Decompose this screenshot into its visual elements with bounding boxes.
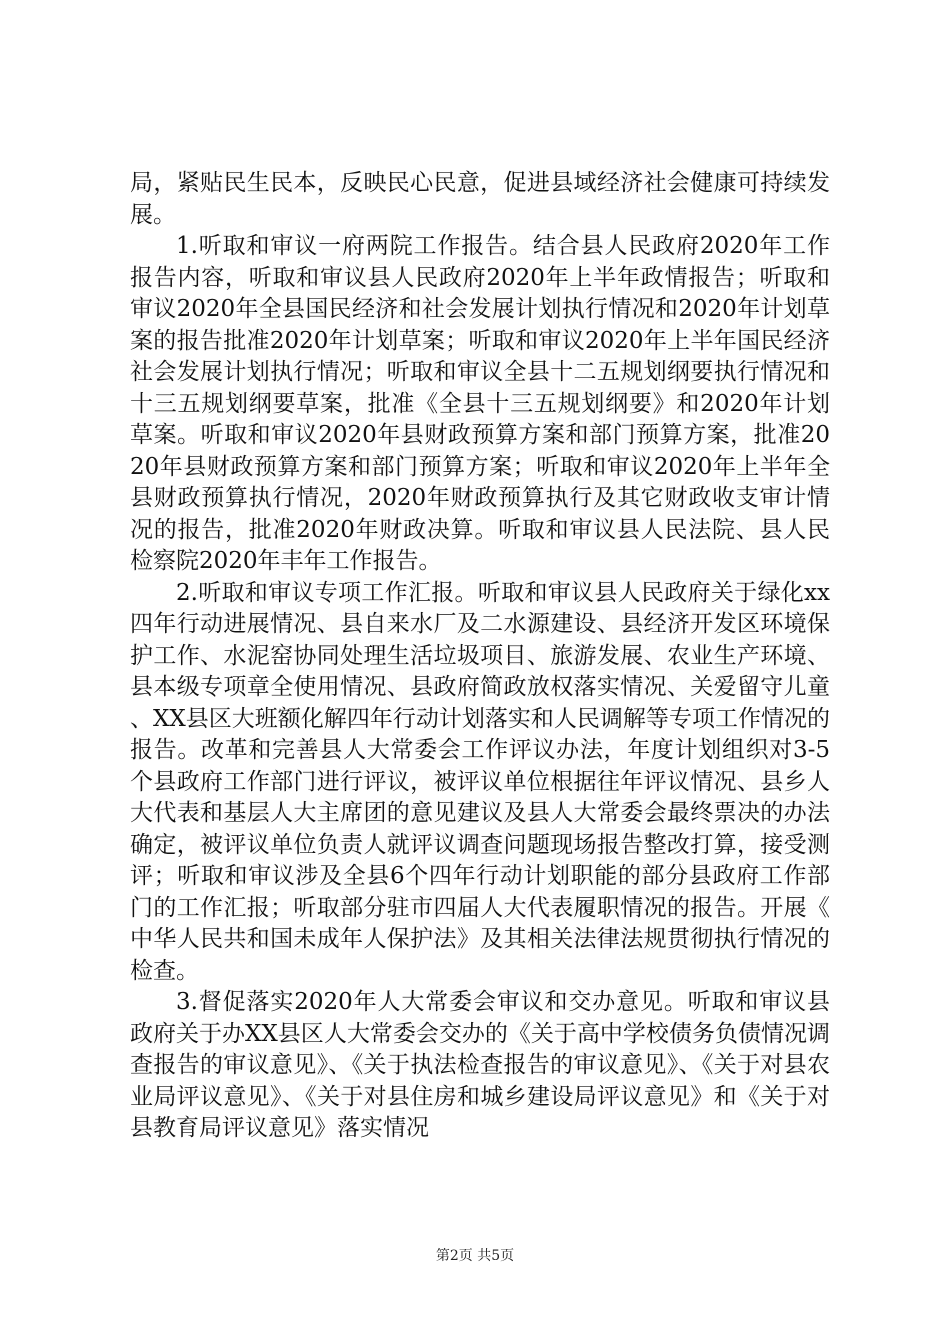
paragraph-item-1: 1.听取和审议一府两院工作报告。结合县人民政府2020年工作报告内容，听取和审议县人民政府2020年上半年政情报告；听取和审议2020年全县国民经济和社会发展计划执行情况和2020年计划草案的报告批准2020年计划草案；听取和审议2020年上半年国民经济社会发展计划执行情况；听取和审议全县十二五规划纲要执行情况和十三五规划纲要草案，批准《全县十三五规划纲要》和2020年计划草案。听取和审议2020年县财政预算方案和部门预算方案，批准2020年县财政预算方案和部门预算方案；听取和审议2020年上半年全县财政预算执行情况，2020年财政预算执行及其它财政收支审计情况的报告，批准2020年财政决算。听取和审议县人民法院、县人民检察院2020年丰年工作报告。: [130, 233, 830, 574]
document-body: [130, 168, 830, 1145]
page-number-footer: 第2页 共5页: [435, 1248, 515, 1264]
paragraph-continuation: 局，紧贴民生民本，反映民心民意，促进县域经济社会健康可持续发展。: [130, 170, 830, 228]
paragraph-item-3: 3.督促落实2020年人大常委会审议和交办意见。听取和审议县政府关于办XX县区人大常委会交办的《关于高中学校债务负债情况调查报告的审议意见》、《关于执法检查报告的审议意见》、《关于对县农业局评议意见》、《关于对县住房和城乡建设局评议意见》和《关于对县教育局评议意见》落实情况: [130, 989, 830, 1141]
paragraph-item-2: 2.听取和审议专项工作汇报。听取和审议县人民政府关于绿化xx四年行动进展情况、县自来水厂及二水源建设、县经济开发区环境保护工作、水泥窑协同处理生活垃圾项目、旅游发展、农业生产环境、县本级专项章全使用情况、县政府简政放权落实情况、关爱留守儿童、XX县区大班额化解四年行动计划落实和人民调解等专项工作情况的报告。改革和完善县人大常委会工作评议办法，年度计划组织对3-5个县政府工作部门进行评议，被评议单位根据往年评议情况、县乡人大代表和基层人大主席团的意见建议及县人大常委会最终票决的办法确定，被评议单位负责人就评议调查问题现场报告整改打算，接受测评；听取和审议涉及全县6个四年行动计划职能的部分县政府工作部门的工作汇报；听取部分驻市四届人大代表履职情况的报告。开展《中华人民共和国未成年人保护法》及其相关法律法规贯彻执行情况的检查。: [130, 579, 830, 984]
